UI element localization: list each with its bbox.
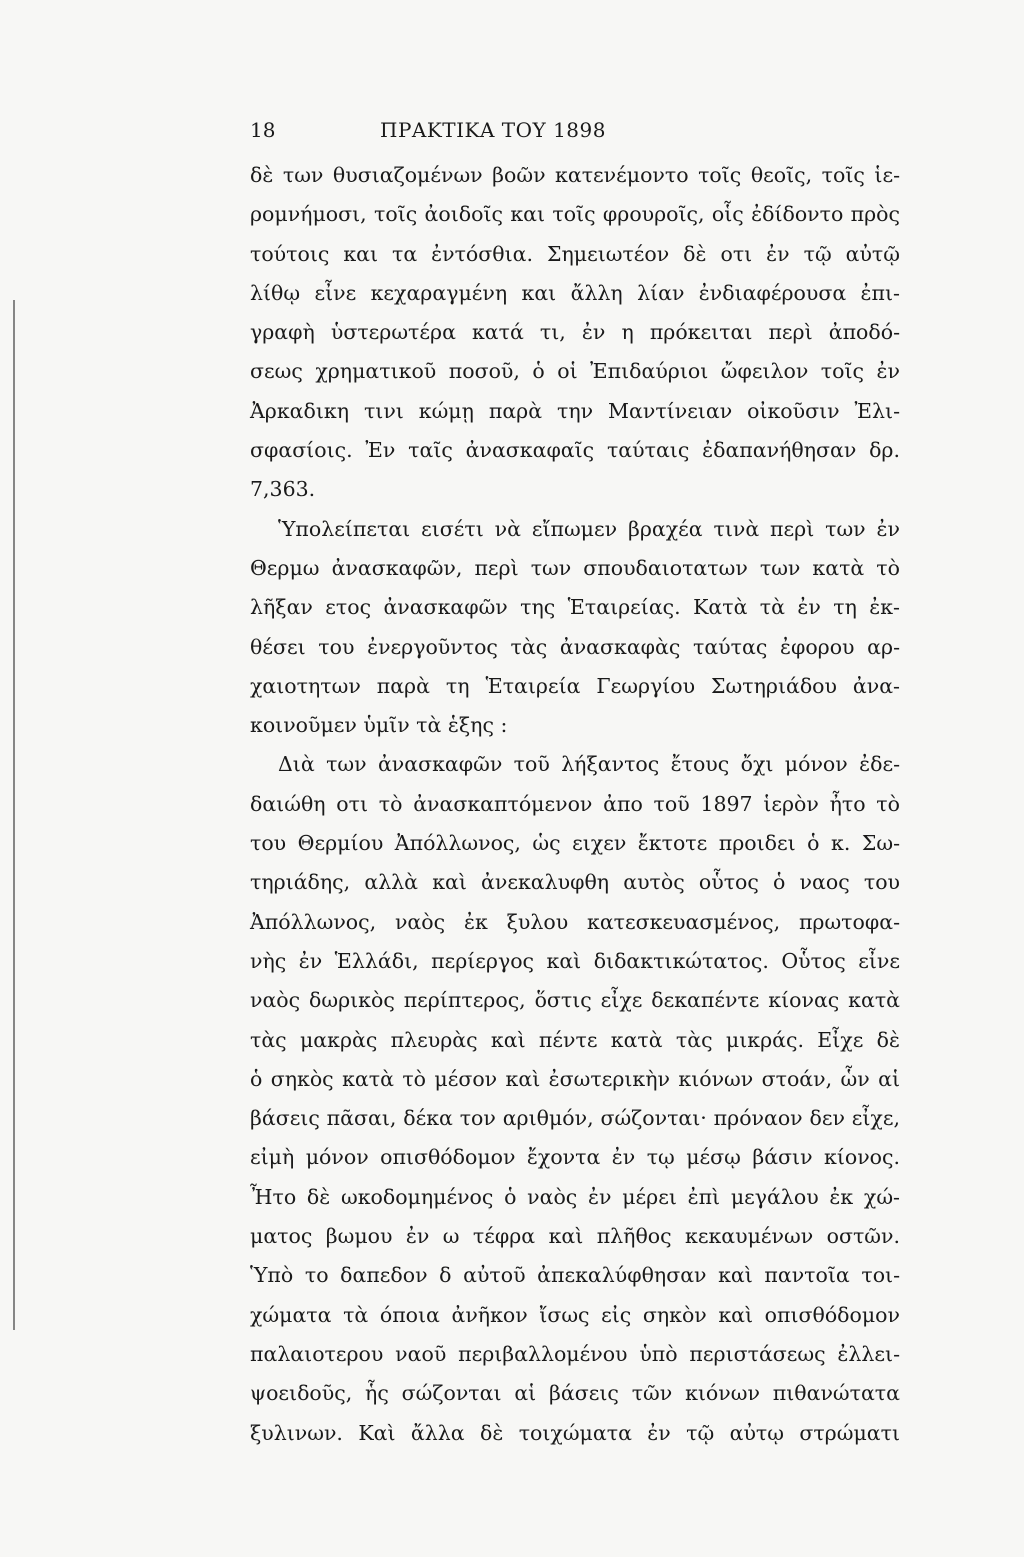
text-line: ναὸς δωρικὸς περίπτερος, ὅστις εἶχε δεκαπέντε κίονας κατὰ: [250, 988, 900, 1013]
text-line: γραφὴ ὑστερωτέρα κατά τι, ἐν η πρόκειται περὶ ἀποδό-: [250, 320, 900, 345]
text-line: παλαιοτερου ναοῦ περιβαλλομένου ὑπὸ περιστάσεως ἐλλει-: [250, 1341, 900, 1366]
text-line: τούτοις και τα ἐντόσθια. Σημειωτέον δὲ οτι ἐν τῷ αὐτῷ: [250, 241, 900, 266]
text-line: ὁ σηκὸς κατὰ τὸ μέσον καὶ ἐσωτερικὴν κιόνων στοάν, ὧν αἱ: [250, 1066, 900, 1091]
text-line: κοινοῦμεν ὑμῖν τὰ ἑξης :: [250, 713, 508, 738]
text-line: σεως χρηματικοῦ ποσοῦ, ὁ οἱ Ἐπιδαύριοι ὤφειλον τοῖς ἐν: [250, 359, 900, 384]
body-text: [250, 156, 900, 1453]
text-line: Θερμω ἀνασκαφῶν, περὶ των σπουδαιοτατων των κατὰ τὸ: [250, 555, 900, 580]
page-number: 18: [250, 118, 276, 142]
text-line: βάσεις πᾶσαι, δέκα τον αριθμόν, σώζονται· πρόναον δεν εἶχε,: [250, 1106, 900, 1131]
text-line: Ἦτο δὲ ωκοδομημένος ὁ ναὸς ἐν μέρει ἐπὶ μεγάλου ἐκ χώ-: [250, 1184, 900, 1209]
text-line: Ἀπόλλωνος, ναὸς ἐκ ξυλου κατεσκευασμένος, πρωτοφα-: [250, 909, 900, 934]
text-line: Διὰ των ἀνασκαφῶν τοῦ λήξαντος ἔτους ὄχι μόνον ἐδε-: [278, 752, 900, 777]
page-header: [250, 118, 900, 148]
text-line: δὲ των θυσιαζομένων βοῶν κατενέμοντο τοῖς θεοῖς, τοῖς ἱε-: [250, 163, 900, 187]
text-line: ρομνήμοσι, τοῖς ἀοιδοῖς και τοῖς φρουροῖς, οἷς ἐδίδοντο πρὸς: [250, 202, 900, 227]
text-line: Ἀρκαδικη τινι κώμῃ παρὰ την Μαντίνειαν οἰκοῦσιν Ἐλι-: [250, 398, 900, 423]
text-line: 7,363.: [250, 477, 316, 502]
text-line: ψοειδοῦς, ἧς σώζονται αἱ βάσεις τῶν κιόνων πιθανώτατα: [250, 1381, 900, 1406]
text-line: χαιοτητων παρὰ τη Ἑταιρεία Γεωργίου Σωτηριάδου ἀνα-: [250, 673, 900, 698]
text-line: λῆξαν ετος ἀνασκαφῶν της Ἑταιρείας. Κατὰ τὰ ἐν τη ἐκ-: [250, 595, 900, 620]
text-line: νὴς ἐν Ἑλλάδι, περίεργος καὶ διδακτικώτατος. Οὗτος εἶνε: [250, 948, 900, 973]
text-line: ξυλινων. Καὶ ἄλλα δὲ τοιχώματα ἐν τῷ αὐτῳ στρώματι: [250, 1420, 900, 1445]
text-line: Ὑπολείπεται εισέτι νὰ εἴπωμεν βραχέα τινὰ περὶ των ἐν: [278, 516, 900, 541]
text-line: δαιώθη οτι τὸ ἀνασκαπτόμενον ἀπο τοῦ 1897 ἱερὸν ἦτο τὸ: [250, 791, 900, 816]
text-line: λίθῳ εἶνε κεχαραγμένη και ἄλλη λίαν ἐνδιαφέρουσα ἐπι-: [250, 280, 900, 305]
text-line: σφασίοις. Ἐν ταῖς ἀνασκαφαῖς ταύταις ἐδαπανήθησαν δρ.: [250, 438, 900, 463]
text-line: χώματα τὰ όποια ἀνῆκον ἴσως εἰς σηκὸν καὶ οπισθόδομον: [250, 1302, 900, 1327]
text-line: τὰς μακρὰς πλευρὰς καὶ πέντε κατὰ τὰς μικράς. Εἶχε δὲ: [250, 1027, 900, 1052]
text-line: τηριάδης, αλλὰ καὶ ἀνεκαλυφθη αυτὸς οὗτος ὁ ναος του: [250, 870, 900, 895]
text-line: εἰμὴ μόνον οπισθόδομον ἔχοντα ἐν τῳ μέσῳ βάσιν κίονος.: [250, 1145, 900, 1170]
text-line: Ὑπὸ το δαπεδον δ αὐτοῦ ἀπεκαλύφθησαν καὶ παντοῖα τοι-: [250, 1263, 900, 1288]
running-title: ΠΡΑΚΤΙΚΑ ΤΟΥ 1898: [380, 118, 606, 142]
text-line: θέσει του ἐνεργοῦντος τὰς ἀνασκαφὰς ταύτας ἐφορου αρ-: [250, 634, 900, 659]
text-line: του Θερμίου Ἀπόλλωνος, ὡς ειχεν ἔκτοτε προιδει ὁ κ. Σω-: [250, 831, 900, 856]
binding-edge-line: [13, 300, 15, 1330]
text-line: ματος βωμου ἐν ω τέφρα καὶ πλῆθος κεκαυμένων οστῶν.: [250, 1224, 900, 1249]
